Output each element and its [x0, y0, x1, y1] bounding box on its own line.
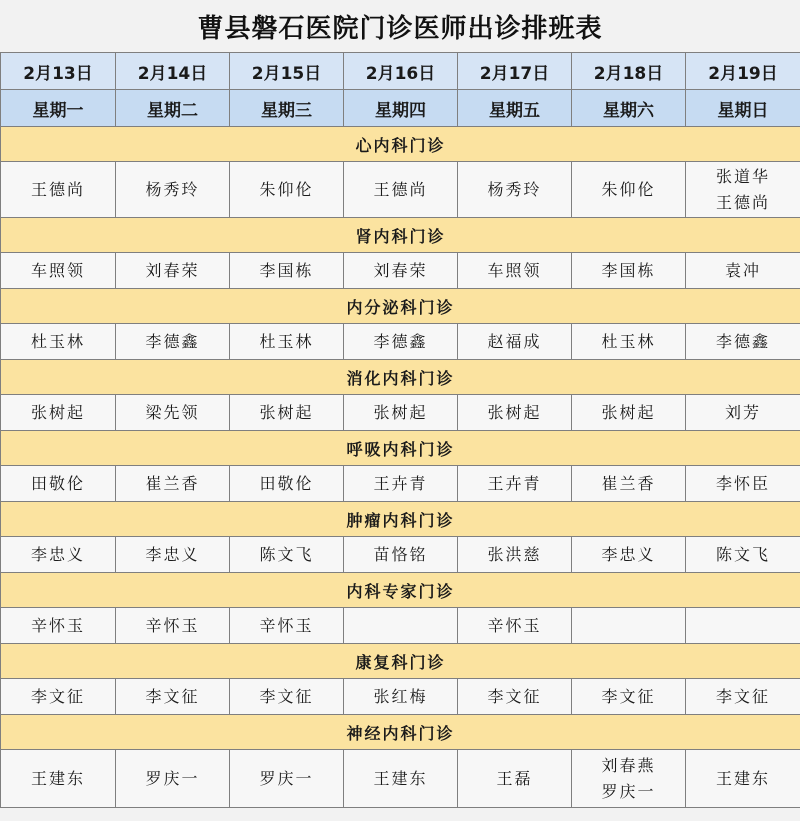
department-header-row — [1, 502, 800, 537]
doctor-cell — [1, 679, 116, 715]
doctor-cell — [1, 395, 116, 431]
doctor-name: 李文征 — [30, 686, 85, 706]
doctor-name: 王卉青 — [373, 473, 428, 493]
doctor-name: 张树起 — [601, 402, 656, 422]
doctor-name: 王建东 — [30, 768, 85, 788]
doctor-name: 李忠义 — [601, 544, 656, 564]
doctor-cell — [116, 750, 230, 808]
doctor-name: 杜玉林 — [601, 331, 656, 351]
doctor-name: 车照领 — [30, 260, 85, 280]
doctor-name: 罗庆一 — [601, 781, 656, 801]
doctor-row — [1, 324, 800, 360]
doctor-name: 杜玉林 — [30, 331, 85, 351]
doctor-name: 李忠义 — [30, 544, 85, 564]
doctor-name: 杜玉林 — [259, 331, 314, 351]
doctor-name: 王建东 — [715, 768, 770, 788]
doctor-name: 田敬伦 — [259, 473, 314, 493]
doctor-cell — [686, 162, 800, 218]
doctor-name: 李怀臣 — [715, 473, 770, 493]
doctor-cell — [116, 162, 230, 218]
doctor-name: 张树起 — [30, 402, 85, 422]
schedule-table — [0, 52, 800, 808]
doctor-name: 辛怀玉 — [145, 615, 200, 635]
doctor-row — [1, 395, 800, 431]
doctor-name: 崔兰香 — [601, 473, 656, 493]
doctor-cell — [1, 324, 116, 360]
doctor-cell — [344, 162, 458, 218]
doctor-cell — [458, 750, 572, 808]
doctor-cell — [344, 253, 458, 289]
department-name: 肾内科门诊 — [1, 218, 800, 253]
doctor-name: 辛怀玉 — [259, 615, 314, 635]
date-cell: 2月15日 — [230, 53, 344, 90]
doctor-name: 杨秀玲 — [145, 179, 200, 199]
doctor-cell — [572, 162, 686, 218]
date-cell: 2月18日 — [572, 53, 686, 90]
department-header-row — [1, 218, 800, 253]
date-cell: 2月16日 — [344, 53, 458, 90]
department-header-row — [1, 431, 800, 466]
weekday-cell: 星期日 — [686, 90, 800, 127]
doctor-name: 辛怀玉 — [487, 615, 542, 635]
doctor-row — [1, 750, 800, 808]
date-header-row — [1, 53, 800, 90]
doctor-name: 朱仰伦 — [601, 179, 656, 199]
doctor-name: 王磊 — [496, 768, 533, 788]
weekday-header-row — [1, 90, 800, 127]
doctor-cell — [1, 162, 116, 218]
doctor-row — [1, 537, 800, 573]
doctor-row — [1, 253, 800, 289]
doctor-name: 张树起 — [259, 402, 314, 422]
doctor-cell — [344, 466, 458, 502]
doctor-cell — [230, 750, 344, 808]
doctor-cell — [458, 537, 572, 573]
date-cell: 2月14日 — [116, 53, 230, 90]
doctor-name: 张树起 — [373, 402, 428, 422]
doctor-cell — [230, 324, 344, 360]
doctor-cell — [458, 324, 572, 360]
doctor-cell — [458, 253, 572, 289]
doctor-cell — [116, 395, 230, 431]
doctor-name: 辛怀玉 — [30, 615, 85, 635]
department-name: 神经内科门诊 — [1, 715, 800, 750]
doctor-cell — [686, 537, 800, 573]
date-cell: 2月17日 — [458, 53, 572, 90]
doctor-cell — [344, 324, 458, 360]
doctor-cell — [1, 537, 116, 573]
doctor-cell — [344, 608, 458, 644]
doctor-cell — [230, 253, 344, 289]
doctor-name: 李德鑫 — [145, 331, 200, 351]
doctor-name: 张洪慈 — [487, 544, 542, 564]
department-header-row — [1, 715, 800, 750]
doctor-cell — [458, 679, 572, 715]
doctor-name: 张道华 — [715, 166, 770, 186]
doctor-name: 李文征 — [601, 686, 656, 706]
doctor-cell — [572, 679, 686, 715]
doctor-row — [1, 162, 800, 218]
doctor-cell — [572, 253, 686, 289]
doctor-name: 王德尚 — [715, 192, 770, 212]
doctor-cell — [458, 162, 572, 218]
doctor-name: 李忠义 — [145, 544, 200, 564]
doctor-cell — [230, 466, 344, 502]
doctor-name: 王卉青 — [487, 473, 542, 493]
doctor-name: 王德尚 — [30, 179, 85, 199]
doctor-name: 李国栋 — [259, 260, 314, 280]
date-cell: 2月19日 — [686, 53, 800, 90]
department-header-row — [1, 573, 800, 608]
doctor-cell — [572, 750, 686, 808]
doctor-cell — [686, 395, 800, 431]
doctor-name: 李文征 — [145, 686, 200, 706]
doctor-cell — [572, 466, 686, 502]
doctor-cell — [458, 466, 572, 502]
doctor-name: 袁冲 — [724, 260, 761, 280]
doctor-cell — [116, 253, 230, 289]
date-cell: 2月13日 — [1, 53, 116, 90]
doctor-cell — [572, 537, 686, 573]
weekday-cell: 星期六 — [572, 90, 686, 127]
department-header-row — [1, 644, 800, 679]
doctor-cell — [116, 324, 230, 360]
doctor-name: 罗庆一 — [145, 768, 200, 788]
doctor-name: 张树起 — [487, 402, 542, 422]
doctor-cell — [116, 679, 230, 715]
doctor-name: 朱仰伦 — [259, 179, 314, 199]
doctor-cell — [1, 466, 116, 502]
doctor-cell — [572, 608, 686, 644]
department-name: 消化内科门诊 — [1, 360, 800, 395]
doctor-name: 刘春荣 — [373, 260, 428, 280]
doctor-name: 刘春燕 — [601, 755, 656, 775]
doctor-cell — [344, 537, 458, 573]
doctor-cell — [686, 324, 800, 360]
weekday-cell: 星期三 — [230, 90, 344, 127]
page-title: 曹县磐石医院门诊医师出诊排班表 — [0, 0, 800, 52]
doctor-name: 刘芳 — [724, 402, 761, 422]
doctor-cell — [1, 750, 116, 808]
doctor-cell — [572, 324, 686, 360]
weekday-cell: 星期一 — [1, 90, 116, 127]
doctor-name: 苗恪铭 — [373, 544, 428, 564]
doctor-name: 陈文飞 — [259, 544, 314, 564]
doctor-name: 杨秀玲 — [487, 179, 542, 199]
weekday-cell: 星期五 — [458, 90, 572, 127]
doctor-cell — [686, 608, 800, 644]
doctor-cell — [344, 395, 458, 431]
doctor-cell — [686, 750, 800, 808]
doctor-cell — [230, 395, 344, 431]
doctor-name: 李文征 — [259, 686, 314, 706]
doctor-name: 车照领 — [487, 260, 542, 280]
doctor-row — [1, 608, 800, 644]
doctor-name: 赵福成 — [487, 331, 542, 351]
department-name: 心内科门诊 — [1, 127, 800, 162]
doctor-name: 李德鑫 — [715, 331, 770, 351]
doctor-row — [1, 679, 800, 715]
doctor-cell — [116, 608, 230, 644]
weekday-cell: 星期二 — [116, 90, 230, 127]
doctor-cell — [344, 750, 458, 808]
doctor-cell — [230, 162, 344, 218]
doctor-cell — [230, 679, 344, 715]
doctor-row — [1, 466, 800, 502]
department-header-row — [1, 360, 800, 395]
doctor-cell — [1, 608, 116, 644]
doctor-cell — [686, 679, 800, 715]
doctor-cell — [1, 253, 116, 289]
department-header-row — [1, 127, 800, 162]
department-name: 内分泌科门诊 — [1, 289, 800, 324]
doctor-name: 罗庆一 — [259, 768, 314, 788]
doctor-cell — [686, 466, 800, 502]
doctor-name: 梁先领 — [145, 402, 200, 422]
department-name: 呼吸内科门诊 — [1, 431, 800, 466]
doctor-name: 王建东 — [373, 768, 428, 788]
department-name: 内科专家门诊 — [1, 573, 800, 608]
department-name: 康复科门诊 — [1, 644, 800, 679]
doctor-name: 李国栋 — [601, 260, 656, 280]
department-name: 肿瘤内科门诊 — [1, 502, 800, 537]
department-header-row — [1, 289, 800, 324]
doctor-name: 田敬伦 — [30, 473, 85, 493]
doctor-name: 李德鑫 — [373, 331, 428, 351]
doctor-name: 张红梅 — [373, 686, 428, 706]
doctor-name: 崔兰香 — [145, 473, 200, 493]
doctor-cell — [572, 395, 686, 431]
doctor-cell — [116, 537, 230, 573]
doctor-name: 王德尚 — [373, 179, 428, 199]
doctor-cell — [458, 395, 572, 431]
doctor-cell — [344, 679, 458, 715]
doctor-name: 李文征 — [715, 686, 770, 706]
weekday-cell: 星期四 — [344, 90, 458, 127]
doctor-name: 刘春荣 — [145, 260, 200, 280]
doctor-cell — [230, 608, 344, 644]
doctor-cell — [230, 537, 344, 573]
doctor-name: 李文征 — [487, 686, 542, 706]
doctor-name: 陈文飞 — [715, 544, 770, 564]
doctor-cell — [686, 253, 800, 289]
doctor-cell — [458, 608, 572, 644]
doctor-cell — [116, 466, 230, 502]
